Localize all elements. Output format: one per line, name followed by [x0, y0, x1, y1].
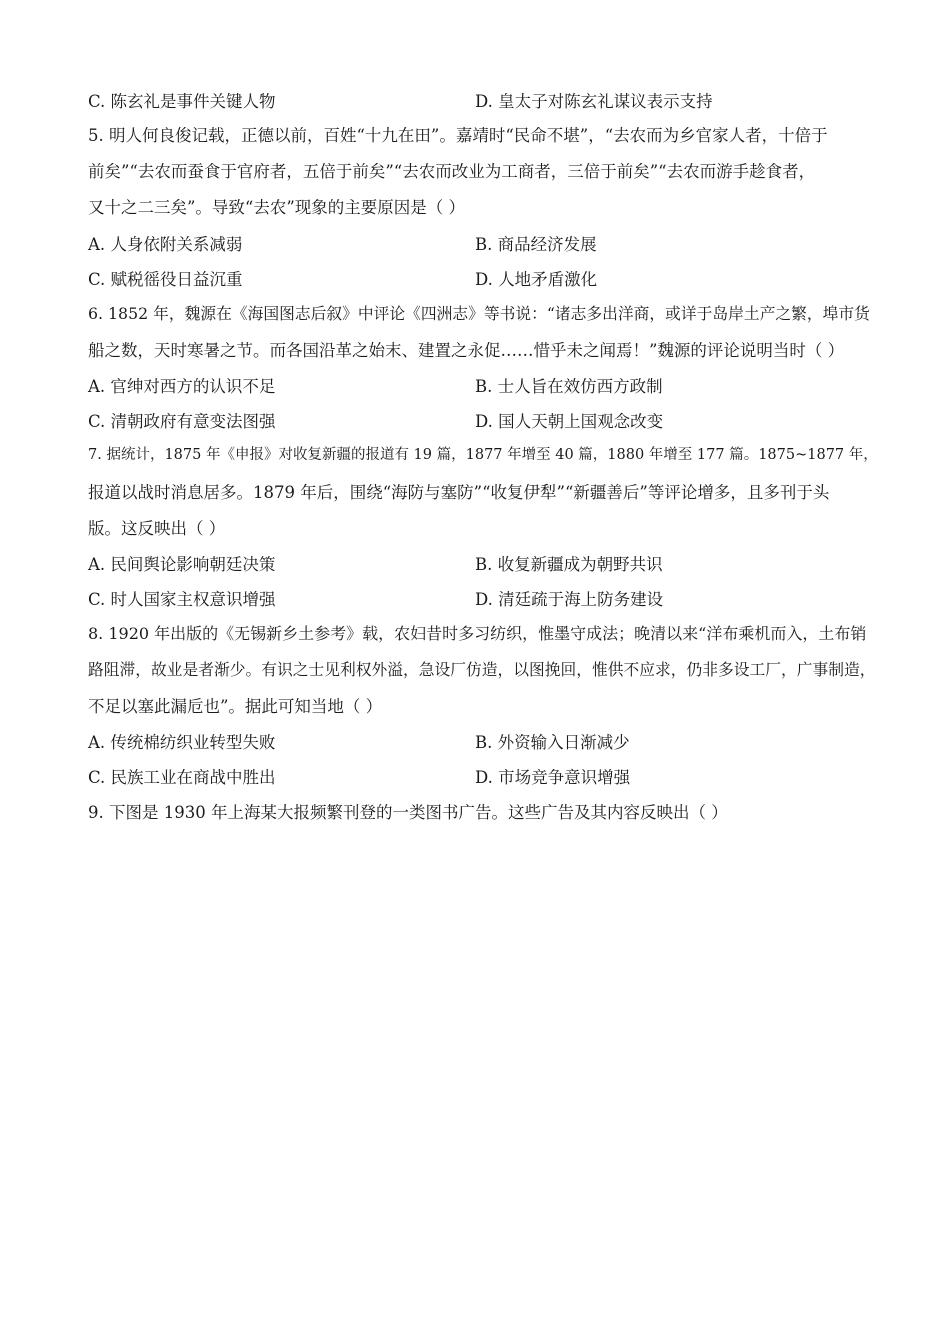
q4-option-d[interactable]: D. 皇太子对陈玄礼谋议表示支持 [475, 92, 713, 111]
q8-option-c[interactable]: C. 民族工业在商战中胜出 [88, 768, 276, 787]
q7-option-c[interactable]: C. 时人国家主权意识增强 [88, 590, 276, 609]
q6-option-d[interactable]: D. 国人天朝上国观念改变 [475, 412, 664, 431]
q6-stem-line-2: 船之数，天时寒暑之节。而各国沿革之始末、建置之永促……惜乎未之闻焉！”魏源的评论说明当时（ ） [88, 341, 845, 360]
q5-stem-line-2: 前矣”“去农而蚕食于官府者，五倍于前矣”“去农而改业为工商者，三倍于前矣”“去农而游手趁食者， [88, 162, 816, 181]
q6-option-a[interactable]: A. 官绅对西方的认识不足 [88, 377, 276, 396]
q5-option-a[interactable]: A. 人身依附关系减弱 [88, 235, 243, 254]
q6-option-b[interactable]: B. 士人旨在效仿西方政制 [475, 377, 663, 396]
q5-option-d[interactable]: D. 人地矛盾激化 [475, 270, 598, 289]
q7-stem-line-2: 报道以战时消息居多。1879 年后，围绕“海防与塞防”“收复伊犁”“新疆善后”等评论增多，且多刊于头 [88, 483, 830, 502]
q7-option-d[interactable]: D. 清廷疏于海上防务建设 [475, 590, 664, 609]
q4-option-c[interactable]: C. 陈玄礼是事件关键人物 [88, 92, 276, 111]
q5-option-c[interactable]: C. 赋税徭役日益沉重 [88, 270, 243, 289]
q7-option-a[interactable]: A. 民间舆论影响朝廷决策 [88, 555, 276, 574]
q7-stem-line-3: 版。这反映出（ ） [88, 519, 226, 538]
q8-option-b[interactable]: B. 外资输入日渐减少 [475, 733, 630, 752]
q5-stem-line-3: 又十之二三矣”。导致“去农”现象的主要原因是（ ） [88, 198, 466, 217]
q7-stem-line-1: 7. 据统计，1875 年《申报》对收复新疆的报道有 19 篇，1877 年增至 40 篇，1880 年增至 177 篇。1875~1877 年， [88, 447, 878, 463]
q8-stem-line-1: 8. 1920 年出版的《无锡新乡土参考》载，农妇昔时多习纺织，惟墨守成法；晚清以来“洋布乘机而入，土布销 [88, 624, 867, 643]
q7-option-b[interactable]: B. 收复新疆成为朝野共识 [475, 555, 663, 574]
q8-option-a[interactable]: A. 传统棉纺织业转型失败 [88, 733, 276, 752]
q8-stem-line-2: 路阻滞，故业是者渐少。有识之士见利权外溢，急设厂仿造，以图挽回，惟供不应求，仍非多设工厂，广事制造， [88, 660, 876, 679]
q5-option-b[interactable]: B. 商品经济发展 [475, 235, 597, 254]
q6-stem-line-1: 6. 1852 年，魏源在《海国图志后叙》中评论《四洲志》等书说：“诸志多出洋商，或详于岛岸土产之繁，埠市货 [88, 304, 870, 323]
q9-stem-line-1: 9. 下图是 1930 年上海某大报频繁刊登的一类图书广告。这些广告及其内容反映出（ ） [88, 803, 728, 822]
q8-stem-line-3: 不足以塞此漏卮也”。据此可知当地（ ） [88, 697, 383, 716]
q6-option-c[interactable]: C. 清朝政府有意变法图强 [88, 412, 276, 431]
q5-stem-line-1: 5. 明人何良俊记载，正德以前，百姓“十九在田”。嘉靖时“民命不堪”，“去农而为乡官家人者，十倍于 [88, 126, 828, 145]
q8-option-d[interactable]: D. 市场竞争意识增强 [475, 768, 631, 787]
